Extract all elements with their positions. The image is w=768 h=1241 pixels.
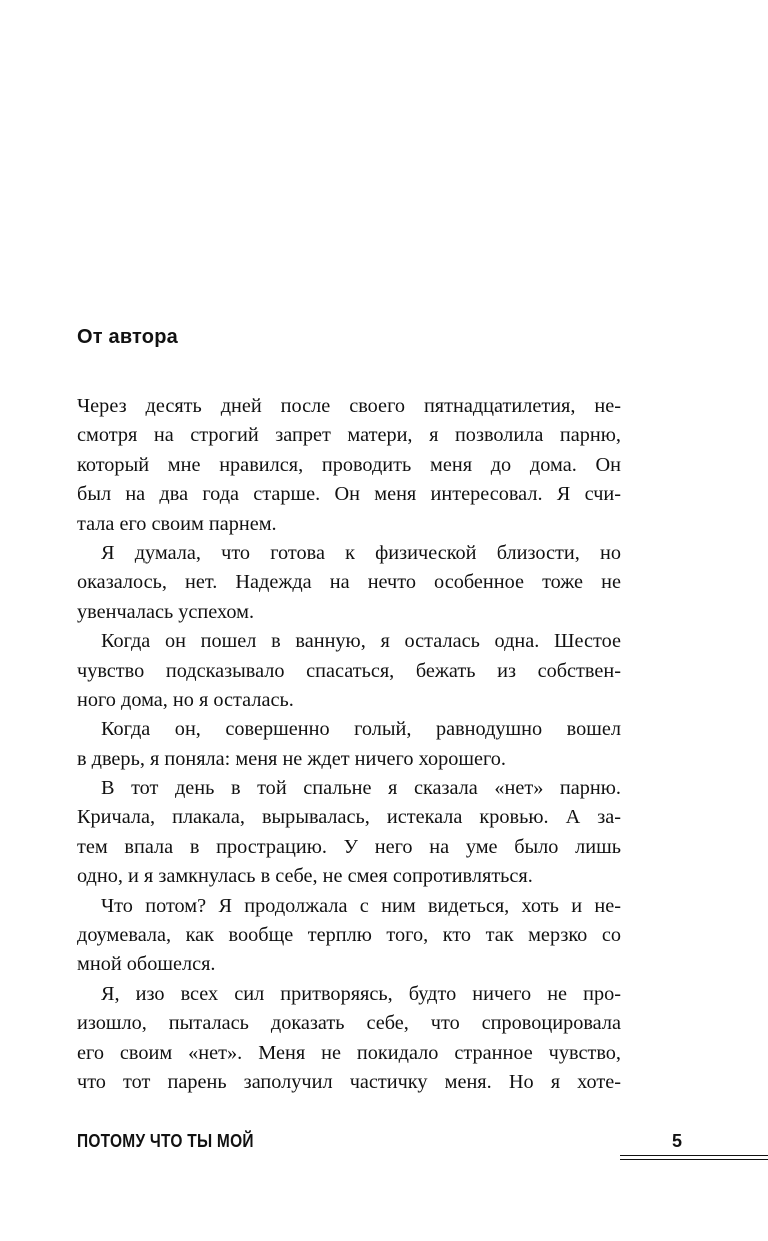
text-line: одно, и я замкнулась в себе, не смея сопротивляться. bbox=[77, 865, 533, 888]
running-footer-title: ПОТОМУ ЧТО ТЫ МОЙ bbox=[77, 1131, 254, 1151]
text-line: ного дома, но я осталась. bbox=[77, 688, 294, 711]
text-line: изошло, пыталась доказать себе, что спровоцировала bbox=[77, 1012, 621, 1035]
text-line: чувство подсказывало спасаться, бежать из собствен- bbox=[77, 659, 621, 682]
text-line: увенчалась успехом. bbox=[77, 600, 255, 623]
text-line: Что потом? Я продолжала с ним видеться, хоть и не- bbox=[101, 894, 621, 917]
text-line: оказалось, нет. Надежда на нечто особенное тоже не bbox=[77, 571, 621, 594]
body-text bbox=[77, 392, 621, 1097]
text-line: что тот парень заполучил частичку меня. Но я хоте- bbox=[77, 1070, 621, 1093]
text-line: Я думала, что готова к физической близости, но bbox=[101, 541, 621, 564]
text-line: Кричала, плакала, вырывалась, истекала кровью. А за- bbox=[77, 806, 621, 829]
footer-rule-top bbox=[620, 1155, 768, 1156]
text-line: его своим «нет». Меня не покидало странное чувство, bbox=[77, 1041, 621, 1064]
text-line: был на два года старше. Он меня интересовал. Я счи- bbox=[77, 483, 621, 506]
text-line: Через десять дней после своего пятнадцатилетия, не- bbox=[77, 395, 621, 417]
page-number: 5 bbox=[672, 1131, 683, 1151]
text-line: тала его своим парнем. bbox=[77, 512, 277, 535]
text-line: Когда он пошел в ванную, я осталась одна. Шестое bbox=[101, 630, 621, 653]
text-line: В тот день в той спальне я сказала «нет» парню. bbox=[101, 777, 621, 800]
text-line: мной обошелся. bbox=[77, 953, 216, 976]
text-line: Я, изо всех сил притворяясь, будто ничего не про- bbox=[101, 982, 621, 1005]
chapter-heading: От автора bbox=[77, 326, 178, 348]
text-line: смотря на строгий запрет матери, я позволила парню, bbox=[77, 424, 621, 447]
text-line: Когда он, совершенно голый, равнодушно вошел bbox=[101, 718, 621, 741]
text-line: тем впала в прострацию. У него на уме было лишь bbox=[77, 835, 621, 858]
text-line: который мне нравился, проводить меня до дома. Он bbox=[77, 453, 621, 476]
text-line: в дверь, я поняла: меня не ждет ничего хорошего. bbox=[77, 747, 507, 770]
text-line: доумевала, как вообще терплю того, кто так мерзко со bbox=[77, 924, 621, 947]
footer-rule-bottom bbox=[620, 1159, 768, 1160]
